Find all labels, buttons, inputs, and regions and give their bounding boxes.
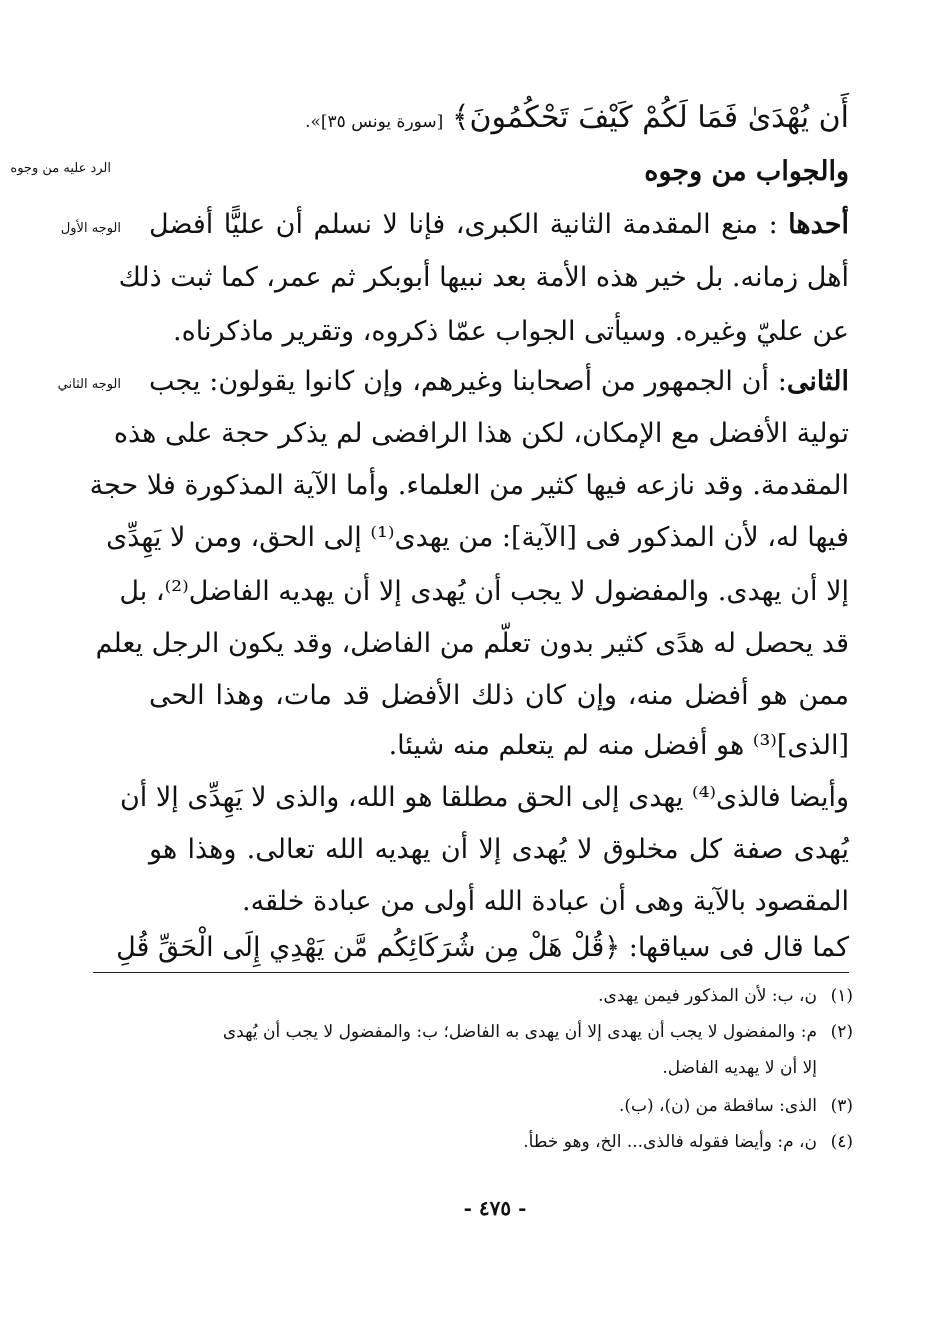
footnote-number: (٢) <box>830 1022 853 1042</box>
text-line-14: وأيضا فالذى⁽⁴⁾ يهدى إلى الحق مطلقا هو الله، والذى لا يَهِدِّى إلا أن <box>119 782 849 813</box>
point-label-second: الثانى <box>786 366 849 397</box>
margin-note-refutation: الرد عليه من وجوه <box>10 161 111 176</box>
footnote-3 <box>103 1092 853 1120</box>
margin-note-first-aspect: الوجه الأول <box>60 221 121 236</box>
text-line-10: إلا أن يهدى. والمفضول لا يجب أن يُهدى إلا أن يهديه الفاضل⁽²⁾، بل <box>119 576 849 607</box>
text-line-4: أهل زمانه. بل خير هذه الأمة بعد نبيها أبوبكر ثم عمر، كما ثبت ذلك <box>118 262 849 293</box>
text-line-16: المقصود بالآية وهى أن عبادة الله أولى من عبادة خلقه. <box>242 886 849 917</box>
text-line-17 <box>116 928 849 968</box>
footnote-number: (١) <box>830 986 853 1006</box>
footnote-number: (٣) <box>830 1096 853 1116</box>
margin-note-second-aspect: الوجه الثاني <box>57 377 121 392</box>
footnote-separator <box>93 972 849 973</box>
text-line-13: [الذى]⁽³⁾ هو أفضل منه لم يتعلم منه شيئا. <box>388 730 849 761</box>
quran-verse: أَن يُهْدَىٰ فَمَا لَكُمْ كَيْفَ تَحْكُمُونَ﴾ <box>451 100 849 135</box>
line-text: : منع المقدمة الثانية الكبرى، فإنا لا نسلم أن عليًّا أفضل <box>149 209 789 240</box>
point-label-first: أحدها <box>788 209 849 240</box>
page-number: - ٤٧٥ - <box>463 1196 527 1220</box>
footnote-number: (٤) <box>830 1132 853 1152</box>
text-line-9: فيها له، لأن المذكور فى [الآية]: من يهدى⁽¹⁾ إلى الحق، ومن لا يَهِدِّى <box>106 522 849 553</box>
footnote-4 <box>103 1128 853 1156</box>
text-line-11: قد يحصل له هدًى كثير بدون تعلّم من الفاضل، وقد يكون الرجل يعلم <box>95 628 849 659</box>
text-line-5: عن عليّ وغيره. وسيأتى الجواب عمّا ذكروه، وتقرير ماذكرناه. <box>173 316 849 347</box>
quran-quote-line: كما قال فى سياقها: ﴿قُلْ هَلْ مِن شُرَكَائِكُم مَّن يَهْدِي إِلَى الْحَقِّ قُلِ <box>116 932 849 963</box>
text-line-1 <box>149 98 849 142</box>
text-line-8: المقدمة. وقد نازعه فيها كثير من العلماء. وأما الآية المذكورة فلا حجة <box>89 470 849 501</box>
line-text: : أن الجمهور من أصحابنا وغيرهم، وإن كانوا يقولون: يجب <box>149 366 787 397</box>
surah-reference: [سورة يونس ٣٥]». <box>305 112 444 132</box>
footnote-text: الذى: ساقطة من (ن)، (ب). <box>618 1096 817 1116</box>
footnote-text: ن، م: وأيضا فقوله فالذى... الخ، وهو خطأ. <box>523 1132 817 1152</box>
footnote-1 <box>103 982 853 1010</box>
footnote-text: ن، ب: لأن المذكور فيمن يهدى. <box>598 986 817 1006</box>
section-heading: والجواب من وجوه <box>644 156 849 187</box>
footnote-text: م: والمفضول لا يجب أن يهدى إلا أن يهدى به الفاضل؛ ب: والمفضول لا يجب أن يُهدى <box>222 1022 817 1042</box>
footnote-2-continued <box>103 1054 853 1082</box>
text-line-6 <box>149 362 849 402</box>
footnote-text: إلا أن لا يهديه الفاضل. <box>662 1058 817 1078</box>
text-line-12: ممن هو أفضل منه، وإن كان ذلك الأفضل قد مات، وهذا الحى <box>149 680 849 711</box>
footnote-2 <box>103 1018 853 1046</box>
text-line-15: يُهدى صفة كل مخلوق لا يُهدى إلا أن يهديه الله تعالى. وهذا هو <box>149 834 849 865</box>
text-line-3 <box>149 205 849 245</box>
text-line-7: تولية الأفضل مع الإمكان، لكن هذا الرافضى لم يذكر حجة على هذه <box>113 418 849 449</box>
